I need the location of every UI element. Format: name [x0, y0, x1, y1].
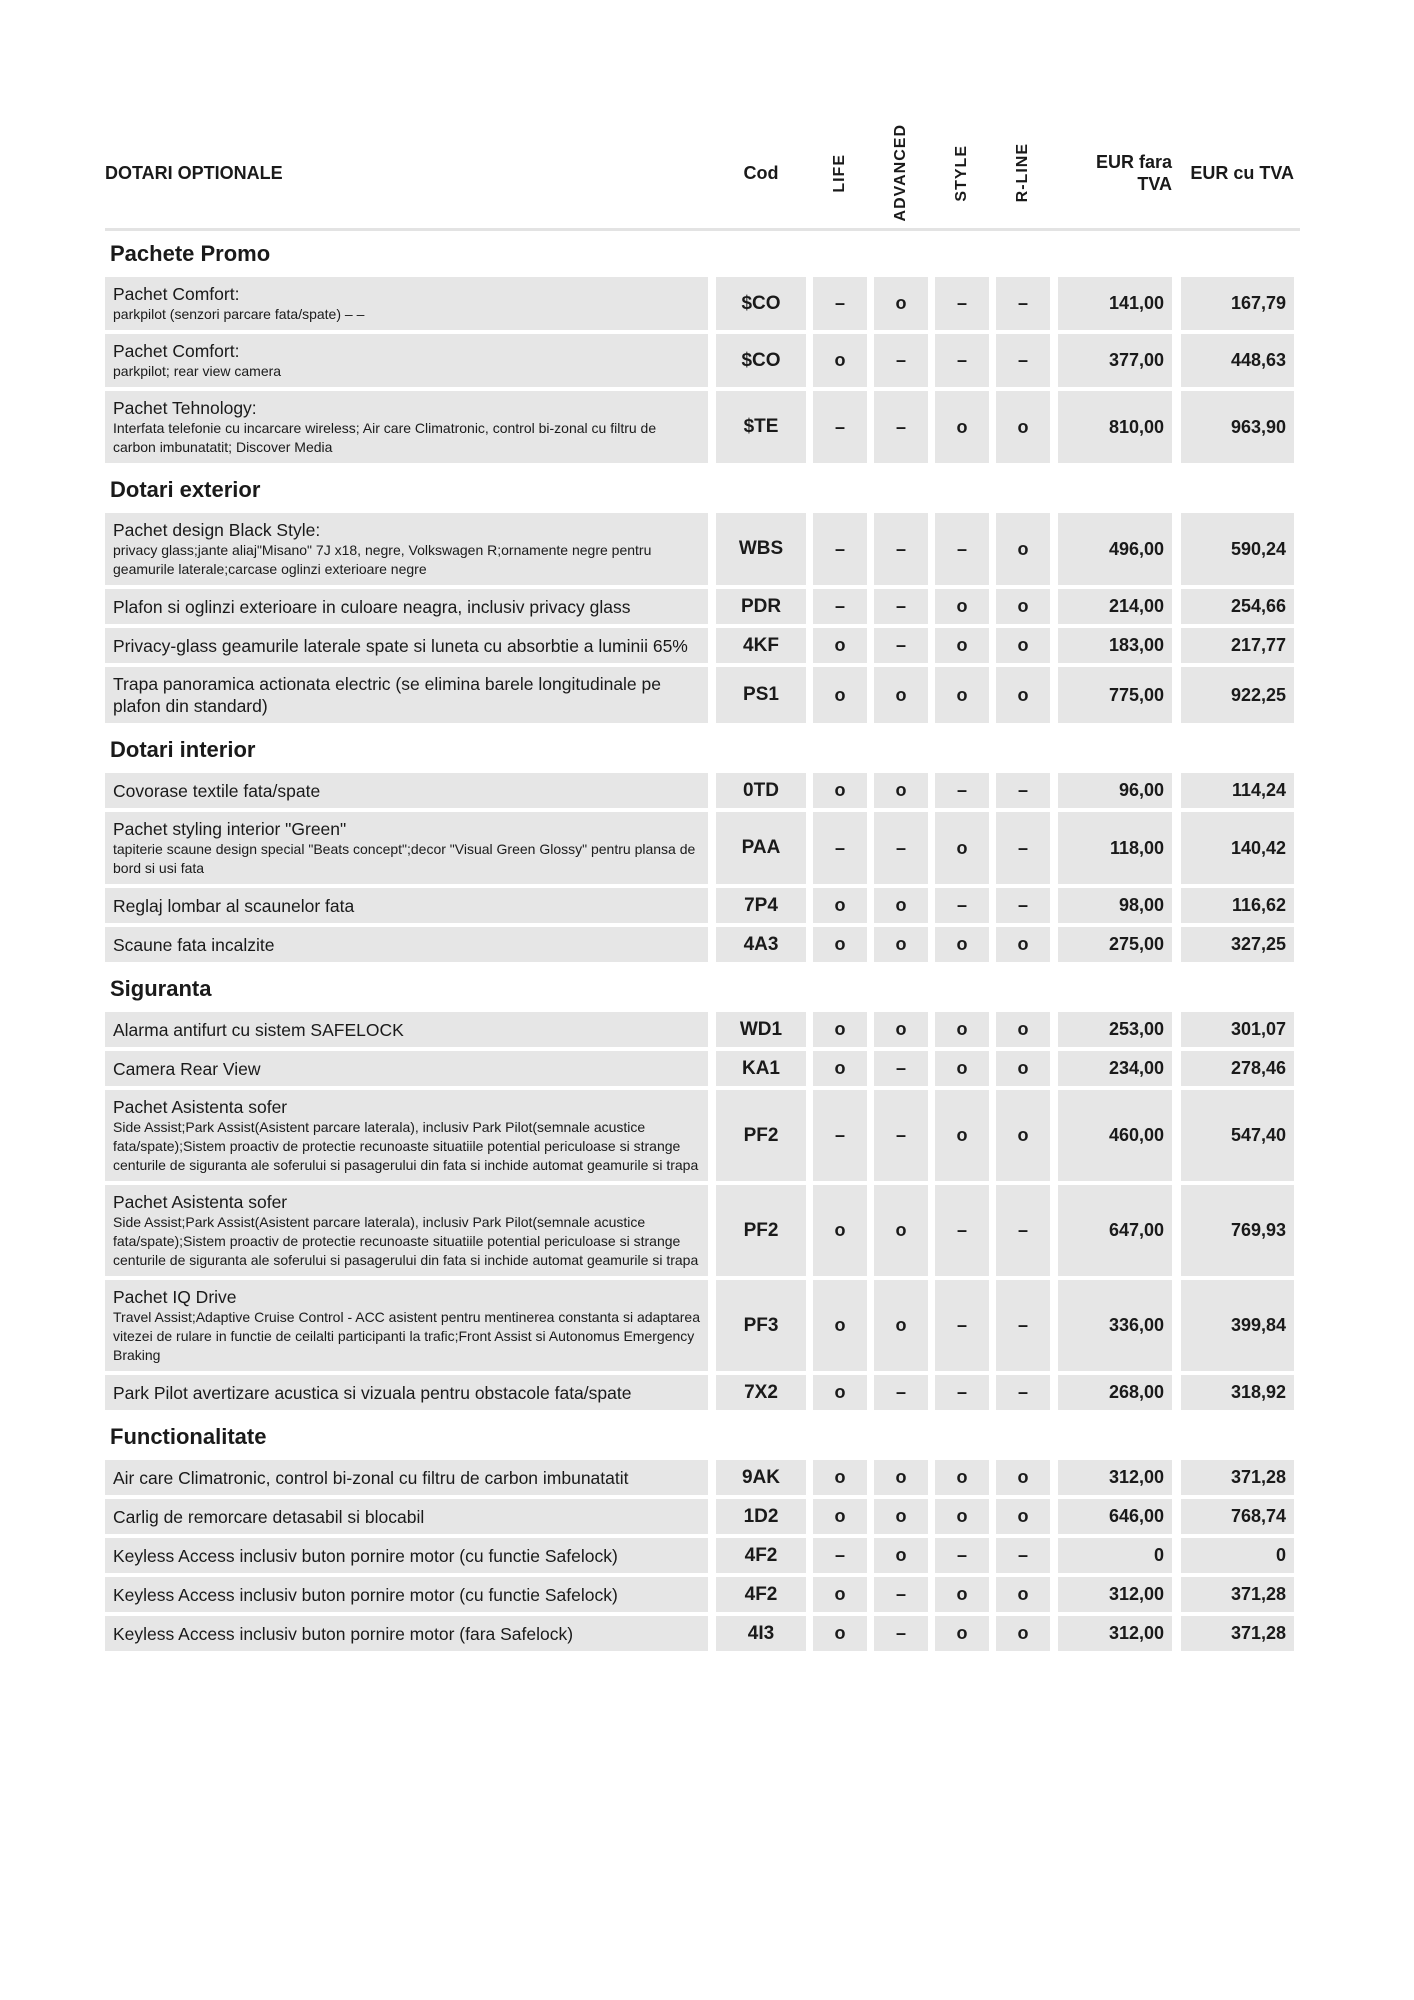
- header-cod: Cod: [743, 162, 779, 183]
- option-code: PF2: [716, 1090, 806, 1181]
- availability-advanced: o: [874, 1185, 928, 1276]
- availability-life: o: [813, 1051, 867, 1086]
- table-row: [105, 334, 1300, 387]
- option-description: [105, 1460, 708, 1495]
- header-price-net: EUR fara TVA: [1095, 152, 1172, 194]
- table-row: [105, 277, 1300, 330]
- availability-life: –: [813, 589, 867, 624]
- price-net: 810,00: [1058, 391, 1172, 463]
- option-code: WBS: [716, 513, 806, 585]
- table-row: [105, 1185, 1300, 1276]
- price-gross: 371,28: [1181, 1616, 1294, 1651]
- availability-advanced: –: [874, 1051, 928, 1086]
- availability-style: o: [935, 927, 989, 962]
- option-code: PF3: [716, 1280, 806, 1371]
- availability-rline: o: [996, 513, 1050, 585]
- price-gross: 769,93: [1181, 1185, 1294, 1276]
- availability-style: o: [935, 1090, 989, 1181]
- table-row: [105, 667, 1300, 723]
- availability-style: –: [935, 277, 989, 330]
- table-row: [105, 1375, 1300, 1410]
- option-detail: parkpilot (senzori parcare fata/spate) – –: [113, 306, 365, 322]
- availability-life: o: [813, 1012, 867, 1047]
- availability-advanced: o: [874, 277, 928, 330]
- option-name: Keyless Access inclusiv buton pornire motor (cu functie Safelock): [113, 1584, 618, 1605]
- option-name: Pachet Comfort:: [113, 341, 240, 361]
- table-row: [105, 1616, 1300, 1651]
- option-name: Pachet styling interior "Green": [113, 819, 347, 839]
- option-code: 4KF: [716, 628, 806, 663]
- price-net: 253,00: [1058, 1012, 1172, 1047]
- availability-life: o: [813, 1185, 867, 1276]
- availability-rline: o: [996, 391, 1050, 463]
- availability-style: o: [935, 391, 989, 463]
- price-gross: 167,79: [1181, 277, 1294, 330]
- option-name: Plafon si oglinzi exterioare in culoare neagra, inclusiv privacy glass: [113, 596, 631, 617]
- price-gross: 963,90: [1181, 391, 1294, 463]
- header-trim-style: STYLE: [953, 144, 970, 202]
- section-title: Functionalitate: [110, 1424, 267, 1449]
- availability-rline: –: [996, 277, 1050, 330]
- table-row: [105, 888, 1300, 923]
- availability-style: o: [935, 1051, 989, 1086]
- availability-rline: –: [996, 1185, 1050, 1276]
- availability-advanced: o: [874, 1538, 928, 1573]
- price-gross: 399,84: [1181, 1280, 1294, 1371]
- option-detail: Side Assist;Park Assist(Asistent parcare laterala), inclusiv Park Pilot(semnale acustice fata/spate);Sistem proactiv de protectie recunoaste situatiile potential periculoase si strange centurile de siguranta ale soferului si pasagerului din fata si inchide automat geamurile si trapa: [113, 1119, 699, 1173]
- availability-advanced: o: [874, 1460, 928, 1495]
- availability-rline: –: [996, 1375, 1050, 1410]
- price-gross: 448,63: [1181, 334, 1294, 387]
- option-code: PDR: [716, 589, 806, 624]
- price-net: 460,00: [1058, 1090, 1172, 1181]
- availability-rline: o: [996, 1499, 1050, 1534]
- price-net: 98,00: [1058, 888, 1172, 923]
- price-net: 275,00: [1058, 927, 1172, 962]
- option-code: 7X2: [716, 1375, 806, 1410]
- price-net: 377,00: [1058, 334, 1172, 387]
- option-code: KA1: [716, 1051, 806, 1086]
- availability-rline: o: [996, 927, 1050, 962]
- option-name: Pachet Tehnology:: [113, 398, 257, 418]
- availability-advanced: –: [874, 812, 928, 884]
- table-row: [105, 628, 1300, 663]
- availability-advanced: o: [874, 888, 928, 923]
- price-net: 646,00: [1058, 1499, 1172, 1534]
- option-code: 4A3: [716, 927, 806, 962]
- option-description: [105, 1577, 708, 1612]
- option-description: [105, 888, 708, 923]
- availability-style: –: [935, 334, 989, 387]
- availability-life: o: [813, 1577, 867, 1612]
- availability-advanced: o: [874, 667, 928, 723]
- option-description: [105, 1280, 708, 1371]
- availability-style: –: [935, 1538, 989, 1573]
- option-description: [105, 1375, 708, 1410]
- option-name: Pachet Asistenta sofer: [113, 1097, 288, 1117]
- price-gross: 371,28: [1181, 1460, 1294, 1495]
- availability-advanced: o: [874, 1012, 928, 1047]
- availability-life: –: [813, 1538, 867, 1573]
- option-name: Pachet IQ Drive: [113, 1287, 237, 1307]
- price-net: 312,00: [1058, 1577, 1172, 1612]
- availability-life: o: [813, 1499, 867, 1534]
- availability-advanced: –: [874, 1616, 928, 1651]
- price-gross: 301,07: [1181, 1012, 1294, 1047]
- option-name: Pachet design Black Style:: [113, 520, 321, 540]
- option-code: $TE: [716, 391, 806, 463]
- option-description: [105, 1051, 708, 1086]
- availability-rline: –: [996, 888, 1050, 923]
- availability-rline: –: [996, 773, 1050, 808]
- availability-life: o: [813, 1460, 867, 1495]
- price-net: 647,00: [1058, 1185, 1172, 1276]
- option-name: Camera Rear View: [113, 1058, 261, 1079]
- availability-advanced: –: [874, 1375, 928, 1410]
- option-name: Park Pilot avertizare acustica si vizuala pentru obstacole fata/spate: [113, 1382, 632, 1403]
- option-detail: Side Assist;Park Assist(Asistent parcare laterala), inclusiv Park Pilot(semnale acustice fata/spate);Sistem proactiv de protectie recunoaste situatiile potential periculoase si strange centurile de siguranta ale soferului si pasagerului din fata si inchide automat geamurile si trapa: [113, 1214, 699, 1268]
- option-name: Pachet Asistenta sofer: [113, 1192, 288, 1212]
- availability-style: o: [935, 589, 989, 624]
- header-trim-rline: R-LINE: [1014, 143, 1031, 203]
- price-gross: 590,24: [1181, 513, 1294, 585]
- option-code: $CO: [716, 334, 806, 387]
- option-code: PS1: [716, 667, 806, 723]
- price-gross: 114,24: [1181, 773, 1294, 808]
- availability-rline: o: [996, 1090, 1050, 1181]
- option-name: Keyless Access inclusiv buton pornire motor (fara Safelock): [113, 1623, 574, 1644]
- option-name: Pachet Comfort:: [113, 284, 240, 304]
- option-description: [105, 277, 708, 330]
- section-title: Siguranta: [110, 976, 212, 1001]
- availability-rline: o: [996, 1051, 1050, 1086]
- price-net: 183,00: [1058, 628, 1172, 663]
- price-gross: 922,25: [1181, 667, 1294, 723]
- price-gross: 547,40: [1181, 1090, 1294, 1181]
- availability-style: –: [935, 1185, 989, 1276]
- table-row: [105, 812, 1300, 884]
- option-code: 4F2: [716, 1538, 806, 1573]
- option-description: [105, 628, 708, 663]
- option-detail: tapiterie scaune design special "Beats concept";decor "Visual Green Glossy" pentru plansa de bord si usi fata: [113, 841, 696, 876]
- table-row: [105, 1090, 1300, 1181]
- option-code: 4F2: [716, 1577, 806, 1612]
- option-description: [105, 1538, 708, 1573]
- table-row: [105, 513, 1300, 585]
- price-gross: 217,77: [1181, 628, 1294, 663]
- availability-rline: –: [996, 812, 1050, 884]
- availability-advanced: –: [874, 334, 928, 387]
- price-net: 234,00: [1058, 1051, 1172, 1086]
- option-description: [105, 1090, 708, 1181]
- availability-style: o: [935, 812, 989, 884]
- table-row: [105, 1499, 1300, 1534]
- availability-advanced: o: [874, 1499, 928, 1534]
- option-code: PAA: [716, 812, 806, 884]
- availability-life: o: [813, 927, 867, 962]
- availability-life: o: [813, 1616, 867, 1651]
- option-name: Keyless Access inclusiv buton pornire motor (cu functie Safelock): [113, 1545, 618, 1566]
- availability-style: –: [935, 773, 989, 808]
- table-row: [105, 589, 1300, 624]
- header-title: DOTARI OPTIONALE: [105, 162, 283, 183]
- table-row: [105, 1577, 1300, 1612]
- header-trim-advanced: ADVANCED: [892, 124, 909, 222]
- availability-rline: –: [996, 1280, 1050, 1371]
- option-description: [105, 812, 708, 884]
- availability-advanced: –: [874, 628, 928, 663]
- availability-life: o: [813, 773, 867, 808]
- option-name: Privacy-glass geamurile laterale spate si luneta cu absorbtie a luminii 65%: [113, 635, 688, 656]
- option-code: 4I3: [716, 1616, 806, 1651]
- option-description: [105, 1616, 708, 1651]
- options-price-table: [105, 118, 1300, 1655]
- option-code: 9AK: [716, 1460, 806, 1495]
- availability-advanced: –: [874, 391, 928, 463]
- price-gross: 318,92: [1181, 1375, 1294, 1410]
- availability-advanced: o: [874, 773, 928, 808]
- availability-rline: o: [996, 1012, 1050, 1047]
- table-row: [105, 1538, 1300, 1573]
- availability-style: o: [935, 628, 989, 663]
- price-net: 775,00: [1058, 667, 1172, 723]
- section-title: Pachete Promo: [110, 241, 271, 266]
- option-description: [105, 773, 708, 808]
- price-gross: 768,74: [1181, 1499, 1294, 1534]
- availability-style: o: [935, 1499, 989, 1534]
- option-description: [105, 667, 708, 723]
- table-row: [105, 1051, 1300, 1086]
- table-body: [105, 231, 1300, 1651]
- availability-life: o: [813, 628, 867, 663]
- availability-life: o: [813, 334, 867, 387]
- price-net: 141,00: [1058, 277, 1172, 330]
- price-net: 496,00: [1058, 513, 1172, 585]
- option-name: Trapa panoramica actionata electric (se elimina barele longitudinale pe plafon din standard): [113, 674, 661, 716]
- availability-life: –: [813, 277, 867, 330]
- table-row: [105, 391, 1300, 463]
- availability-style: –: [935, 513, 989, 585]
- availability-style: o: [935, 1577, 989, 1612]
- option-detail: parkpilot; rear view camera: [113, 363, 282, 379]
- option-description: [105, 589, 708, 624]
- availability-rline: o: [996, 667, 1050, 723]
- availability-life: –: [813, 513, 867, 585]
- availability-advanced: –: [874, 513, 928, 585]
- section-title: Dotari exterior: [110, 477, 261, 502]
- price-gross: 0: [1181, 1538, 1294, 1573]
- availability-advanced: –: [874, 1090, 928, 1181]
- option-name: Air care Climatronic, control bi-zonal cu filtru de carbon imbunatatit: [113, 1467, 629, 1488]
- option-code: PF2: [716, 1185, 806, 1276]
- availability-life: –: [813, 391, 867, 463]
- price-net: 312,00: [1058, 1460, 1172, 1495]
- price-net: 214,00: [1058, 589, 1172, 624]
- availability-life: o: [813, 1375, 867, 1410]
- availability-style: –: [935, 888, 989, 923]
- option-detail: Interfata telefonie cu incarcare wireless; Air care Climatronic, control bi-zonal cu filtru de carbon imbunatatit; Discover Media: [113, 420, 657, 455]
- option-description: [105, 1012, 708, 1047]
- table-row: [105, 1460, 1300, 1495]
- table-row: [105, 1280, 1300, 1371]
- availability-life: o: [813, 1280, 867, 1371]
- availability-advanced: o: [874, 1280, 928, 1371]
- availability-rline: o: [996, 1616, 1050, 1651]
- option-name: Scaune fata incalzite: [113, 934, 275, 955]
- availability-rline: o: [996, 589, 1050, 624]
- option-name: Alarma antifurt cu sistem SAFELOCK: [113, 1019, 404, 1040]
- option-description: [105, 927, 708, 962]
- option-name: Carlig de remorcare detasabil si blocabil: [113, 1506, 425, 1527]
- option-description: [105, 1499, 708, 1534]
- option-detail: privacy glass;jante aliaj"Misano" 7J x18, negre, Volkswagen R;ornamente negre pentru geamurile laterale;carcase oglinzi exterioare negre: [113, 542, 652, 577]
- availability-life: –: [813, 812, 867, 884]
- availability-style: –: [935, 1375, 989, 1410]
- price-gross: 371,28: [1181, 1577, 1294, 1612]
- header-price-gross: EUR cu TVA: [1190, 163, 1294, 183]
- price-net: 268,00: [1058, 1375, 1172, 1410]
- table-row: [105, 1012, 1300, 1047]
- option-name: Reglaj lombar al scaunelor fata: [113, 895, 355, 916]
- availability-life: o: [813, 888, 867, 923]
- option-description: [105, 334, 708, 387]
- availability-life: –: [813, 1090, 867, 1181]
- price-net: 96,00: [1058, 773, 1172, 808]
- price-gross: 140,42: [1181, 812, 1294, 884]
- availability-style: –: [935, 1280, 989, 1371]
- availability-advanced: –: [874, 1577, 928, 1612]
- option-code: 0TD: [716, 773, 806, 808]
- availability-style: o: [935, 667, 989, 723]
- availability-advanced: o: [874, 927, 928, 962]
- price-net: 118,00: [1058, 812, 1172, 884]
- price-gross: 278,46: [1181, 1051, 1294, 1086]
- option-name: Covorase textile fata/spate: [113, 780, 321, 801]
- availability-style: o: [935, 1460, 989, 1495]
- option-detail: Travel Assist;Adaptive Cruise Control - ACC asistent pentru mentinerea constanta si adaptarea vitezei de rulare in functie de ceilalti participanti la trafic;Front Assist si Autonomus Emergency Braking: [113, 1309, 700, 1363]
- option-description: [105, 513, 708, 585]
- availability-rline: o: [996, 1460, 1050, 1495]
- availability-rline: –: [996, 334, 1050, 387]
- price-net: 312,00: [1058, 1616, 1172, 1651]
- availability-advanced: –: [874, 589, 928, 624]
- price-gross: 254,66: [1181, 589, 1294, 624]
- section-title: Dotari interior: [110, 737, 256, 762]
- option-description: [105, 391, 708, 463]
- option-code: WD1: [716, 1012, 806, 1047]
- price-net: 336,00: [1058, 1280, 1172, 1371]
- table-row: [105, 927, 1300, 962]
- option-code: $CO: [716, 277, 806, 330]
- table-row: [105, 773, 1300, 808]
- option-description: [105, 1185, 708, 1276]
- option-code: 1D2: [716, 1499, 806, 1534]
- price-gross: 327,25: [1181, 927, 1294, 962]
- availability-rline: o: [996, 628, 1050, 663]
- availability-rline: –: [996, 1538, 1050, 1573]
- header-trim-life: LIFE: [831, 153, 848, 193]
- price-net: 0: [1058, 1538, 1172, 1573]
- option-code: 7P4: [716, 888, 806, 923]
- availability-life: o: [813, 667, 867, 723]
- table-header: [105, 118, 1300, 231]
- availability-style: o: [935, 1012, 989, 1047]
- price-gross: 116,62: [1181, 888, 1294, 923]
- availability-style: o: [935, 1616, 989, 1651]
- availability-rline: o: [996, 1577, 1050, 1612]
